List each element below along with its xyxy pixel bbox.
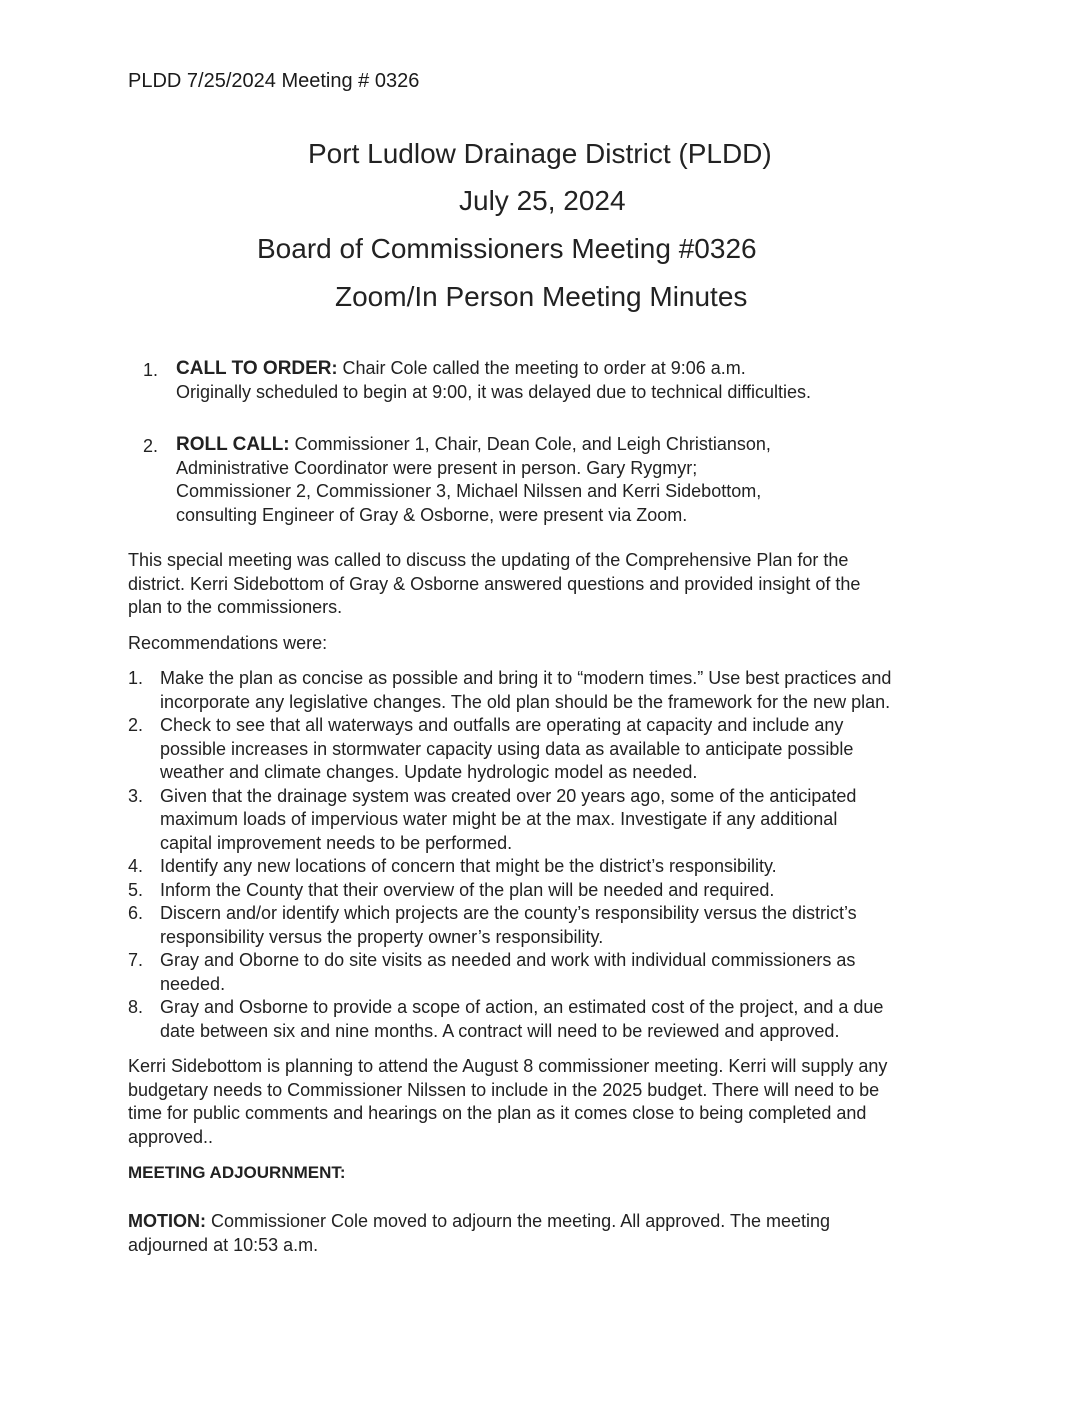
list-item-line: capital improvement needs to be performed. (160, 832, 513, 853)
list-item-line: Given that the drainage system was created over 20 years ago, some of the anticipated (160, 785, 857, 806)
list-item-number: 1. (128, 668, 144, 688)
list-item-number: 2. (128, 715, 144, 735)
list-item-line: date between six and nine months. A contract will need to be reviewed and approved. (160, 1020, 840, 1041)
list-item (128, 879, 968, 903)
roll-call-line-4: consulting Engineer of Gray & Osborne, were present via Zoom. (176, 504, 688, 525)
roll-call-label: ROLL CALL: (176, 434, 290, 455)
intro-line-1: This special meeting was called to discuss the updating of the Comprehensive Plan for the (128, 550, 849, 570)
meeting-date: July 25, 2024 (459, 185, 626, 216)
list-item-line: Gray and Osborne to provide a scope of action, an estimated cost of the project, and a due (160, 997, 884, 1017)
call-to-order-label: CALL TO ORDER (176, 358, 332, 379)
list-item-number: 7. (128, 950, 144, 970)
motion-paragraph (128, 1210, 968, 1257)
motion-line-2: adjourned at 10:53 a.m. (128, 1234, 319, 1255)
closing-line-3: time for public comments and hearings on the plan as it comes close to being completed and (128, 1103, 867, 1123)
list-item-line: Identify any new locations of concern that might be the district’s responsibility. (160, 856, 777, 876)
call-to-order-colon: : (331, 358, 338, 378)
adjournment-heading: MEETING ADJOURNMENT: (128, 1163, 346, 1182)
list-item (128, 785, 968, 856)
list-item (128, 949, 968, 996)
list-item (128, 855, 968, 879)
roll-call-number: 2. (143, 436, 159, 456)
list-item (128, 714, 968, 785)
roll-call-line-1 (176, 433, 946, 457)
motion-line-1 (128, 1210, 968, 1234)
roll-call-text-1: Commissioner 1, Chair, Dean Cole, and Leigh Christianson, (289, 434, 771, 454)
closing-line-4: approved.. (128, 1126, 214, 1147)
call-to-order-line-1 (176, 357, 946, 381)
list-item-number: 3. (128, 785, 144, 806)
call-to-order-text-1: Chair Cole called the meeting to order at 9:06 a.m. (337, 358, 746, 378)
list-item-line: weather and climate changes. Update hydrologic model as needed. (160, 762, 698, 782)
list-item (128, 667, 968, 714)
list-item-line: needed. (160, 973, 226, 994)
motion-text-1: Commissioner Cole moved to adjourn the meeting. All approved. The meeting (206, 1211, 830, 1231)
closing-line-1: Kerri Sidebottom is planning to attend the August 8 commissioner meeting. Kerri will supply any (128, 1056, 888, 1076)
document-title: Port Ludlow Drainage District (PLDD) (308, 138, 772, 169)
list-item-number: 8. (128, 997, 144, 1017)
list-item-line: possible increases in stormwater capacity using data as available to anticipate possible (160, 738, 854, 759)
intro-line-2: district. Kerri Sidebottom of Gray & Osborne answered questions and provided insight of the (128, 573, 861, 594)
list-item-line: Make the plan as concise as possible and bring it to “modern times.” Use best practices and (160, 668, 892, 688)
roll-call-line-2: Administrative Coordinator were present in person. Gary Rygmyr; (176, 457, 698, 478)
meeting-name: Board of Commissioners Meeting #0326 (257, 233, 757, 264)
closing-line-2: budgetary needs to Commissioner Nilssen to include in the 2025 budget. There will need to be (128, 1079, 880, 1100)
list-item-number: 4. (128, 856, 144, 876)
list-item-number: 6. (128, 903, 144, 923)
intro-paragraph (128, 549, 968, 620)
roll-call-content (176, 433, 946, 527)
list-item-number: 5. (128, 879, 144, 900)
list-item-line: responsibility versus the property owner’s responsibility. (160, 926, 604, 947)
recommendations-heading: Recommendations were: (128, 633, 328, 653)
list-item (128, 902, 968, 949)
list-item-line: maximum loads of impervious water might be at the max. Investigate if any additional (160, 809, 838, 829)
list-item-line: Inform the County that their overview of the plan will be needed and required. (160, 879, 775, 900)
motion-label: MOTION: (128, 1211, 206, 1231)
page-header: PLDD 7/25/2024 Meeting # 0326 (128, 70, 420, 92)
list-item-line: Gray and Oborne to do site visits as needed and work with individual commissioners as (160, 950, 856, 970)
call-to-order-line-2: Originally scheduled to begin at 9:00, it was delayed due to technical difficulties. (176, 381, 812, 402)
closing-paragraph (128, 1055, 968, 1149)
list-item (128, 996, 968, 1043)
list-item-line: incorporate any legislative changes. The old plan should be the framework for the new plan. (160, 691, 891, 712)
call-to-order-content (176, 357, 946, 404)
list-item-line: Check to see that all waterways and outfalls are operating at capacity and include any (160, 715, 844, 735)
intro-line-3: plan to the commissioners. (128, 597, 343, 617)
list-item-line: Discern and/or identify which projects are the county’s responsibility versus the district’s (160, 903, 857, 923)
recommendations-list (128, 667, 968, 1043)
call-to-order-number: 1. (143, 360, 159, 380)
roll-call-line-3: Commissioner 2, Commissioner 3, Michael Nilssen and Kerri Sidebottom, (176, 481, 762, 501)
meeting-type: Zoom/In Person Meeting Minutes (335, 281, 748, 312)
